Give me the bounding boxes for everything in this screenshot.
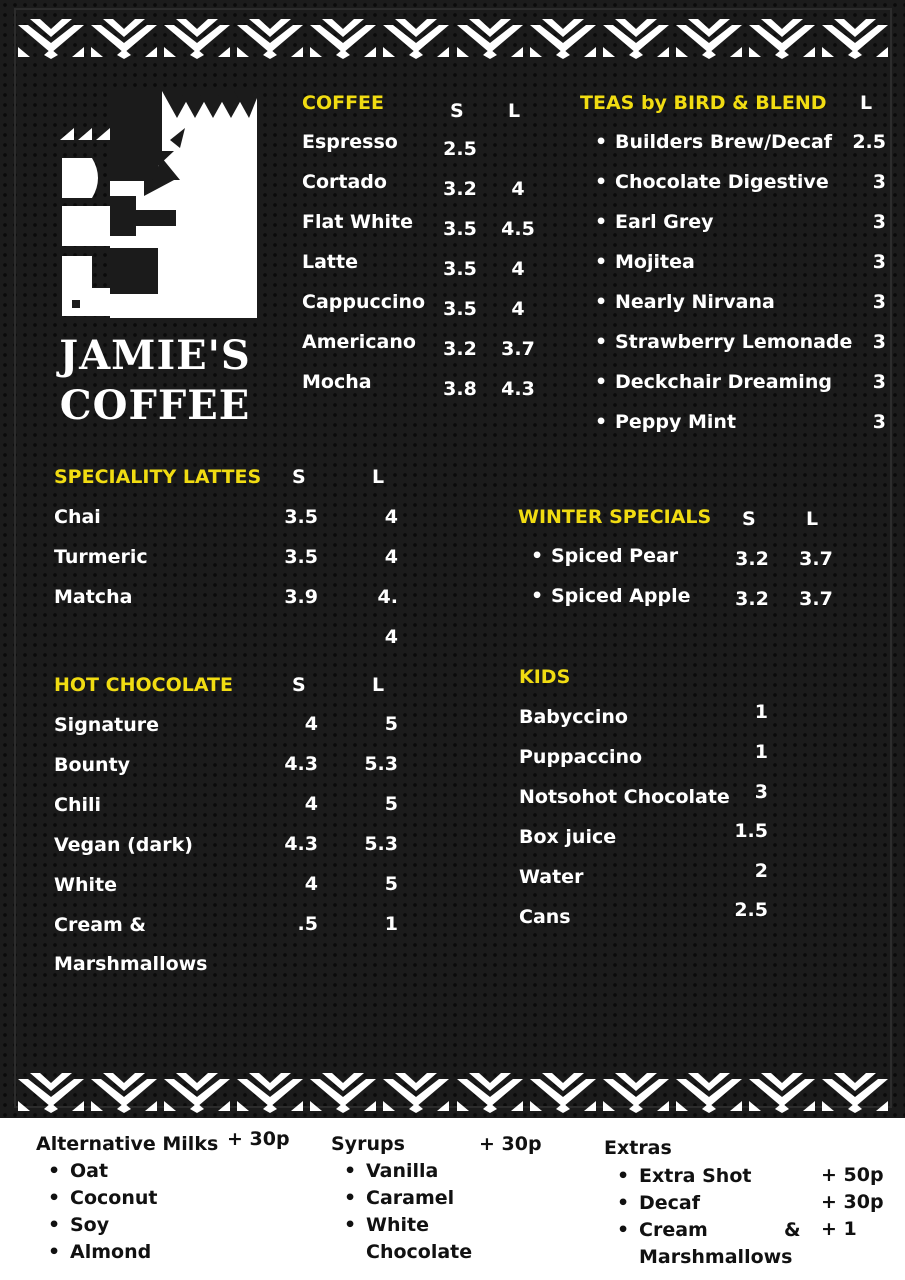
tribal-pattern-icon xyxy=(381,1071,451,1113)
top-pattern-band xyxy=(14,14,892,62)
brand-line-1: JAMIE'S xyxy=(59,332,251,379)
coffee-item-price-s: 3.8 xyxy=(443,378,477,400)
milk-option: • Coconut xyxy=(70,1187,157,1209)
tribal-pattern-icon xyxy=(747,17,817,59)
coffee-item-price-l: 4 xyxy=(511,178,525,200)
winter-item-name: • Spiced Apple xyxy=(551,585,690,607)
coffee-item-price-s: 3.5 xyxy=(443,258,477,280)
coffee-item-price-s: 3.5 xyxy=(443,218,477,240)
hotchoc-item-name: Chili xyxy=(54,794,102,816)
tea-item-name: • Deckchair Dreaming xyxy=(615,371,832,393)
tribal-pattern-icon xyxy=(381,17,451,59)
winter-size-s: S xyxy=(742,508,756,530)
syrup-option: • White xyxy=(366,1214,429,1236)
winter-size-l: L xyxy=(806,508,819,530)
hotchoc-heading: HOT CHOCOLATE xyxy=(54,674,233,696)
kids-item-name: Notsohot Chocolate xyxy=(519,786,730,808)
tribal-pattern-icon xyxy=(674,1071,744,1113)
extra-option-price: + 50p xyxy=(821,1164,884,1186)
tribal-pattern-icon xyxy=(308,17,378,59)
coffee-item-price-l: 3.7 xyxy=(501,338,535,360)
hotchoc-item-price-l: 5.3 xyxy=(364,833,398,855)
milk-option: • Oat xyxy=(70,1160,108,1182)
coffee-item-name: Espresso xyxy=(302,131,398,153)
kids-item-price: 1 xyxy=(754,701,768,723)
tea-item-price: 3 xyxy=(872,211,886,233)
hotchoc-item-price-l: 5.3 xyxy=(364,753,398,775)
extras-wrap: Marshmallows xyxy=(639,1246,793,1268)
tea-item-name: • Chocolate Digestive xyxy=(615,171,829,193)
coffee-item-price-s: 3.2 xyxy=(443,178,477,200)
coffee-item-name: Mocha xyxy=(302,371,372,393)
tea-item-name: • Strawberry Lemonade xyxy=(615,331,852,353)
kids-heading: KIDS xyxy=(519,666,571,688)
tribal-pattern-icon xyxy=(455,17,525,59)
kids-item-price: 2.5 xyxy=(734,899,768,921)
milks-price: + 30p xyxy=(227,1128,290,1150)
coffee-item-price-s: 3.2 xyxy=(443,338,477,360)
tea-item-price: 2.5 xyxy=(852,131,886,153)
extra-option-name: • Extra Shot xyxy=(639,1165,751,1187)
coffee-item-name: Flat White xyxy=(302,211,413,233)
hotchoc-item-price-l: 5 xyxy=(384,793,398,815)
kids-item-price: 2 xyxy=(754,860,768,882)
milk-option: • Almond xyxy=(70,1241,151,1263)
latte-item-price-s: 3.5 xyxy=(284,506,318,528)
latte-item-price-s: 3.5 xyxy=(284,546,318,568)
tribal-pattern-icon xyxy=(820,1071,890,1113)
teas-size-l: L xyxy=(860,92,873,114)
winter-item-price-s: 3.2 xyxy=(735,588,769,610)
tribal-pattern-icon xyxy=(528,17,598,59)
tea-item-price: 3 xyxy=(872,171,886,193)
coffee-item-name: Americano xyxy=(302,331,416,353)
syrup-option: Chocolate xyxy=(366,1241,473,1263)
kids-item-name: Babyccino xyxy=(519,706,628,728)
bottom-pattern-band xyxy=(14,1068,892,1116)
latte-item-name: Matcha xyxy=(54,586,133,608)
hotchoc-size-s: S xyxy=(292,674,306,696)
hotchoc-item-name: Vegan (dark) xyxy=(54,834,193,856)
tribal-pattern-icon xyxy=(235,17,305,59)
hotchoc-item-price-s: 4 xyxy=(304,873,318,895)
face-logo-icon xyxy=(52,88,262,328)
tribal-pattern-icon xyxy=(89,1071,159,1113)
kids-item-price: 1.5 xyxy=(734,820,768,842)
coffee-item-name: Cappuccino xyxy=(302,291,426,313)
tea-item-price: 3 xyxy=(872,331,886,353)
syrups-price: + 30p xyxy=(479,1133,542,1155)
winter-item-price-l: 3.7 xyxy=(799,548,833,570)
tribal-pattern-icon xyxy=(820,17,890,59)
hotchoc-item-price-s: 4 xyxy=(304,713,318,735)
kids-item-name: Box juice xyxy=(519,826,617,848)
syrups-title: Syrups xyxy=(331,1133,405,1155)
kids-item-name: Cans xyxy=(519,906,571,928)
tea-item-name: • Earl Grey xyxy=(615,211,714,233)
syrup-option: • Vanilla xyxy=(366,1160,438,1182)
lattes-heading: SPECIALITY LATTES xyxy=(54,466,262,488)
extras-title: Extras xyxy=(604,1137,672,1159)
hotchoc-item-price-l: 5 xyxy=(384,713,398,735)
extra-option-price: + 30p xyxy=(821,1191,884,1213)
latte-item-name: Turmeric xyxy=(54,546,148,568)
tribal-pattern-icon xyxy=(16,1071,86,1113)
syrup-option: • Caramel xyxy=(366,1187,454,1209)
winter-heading: WINTER SPECIALS xyxy=(518,506,712,528)
kids-item-name: Puppaccino xyxy=(519,746,643,768)
tribal-pattern-icon xyxy=(162,1071,232,1113)
winter-item-price-s: 3.2 xyxy=(735,548,769,570)
coffee-item-price-l: 4.5 xyxy=(501,218,535,240)
milk-option: • Soy xyxy=(70,1214,109,1236)
extra-option-name: • Decaf xyxy=(639,1192,700,1214)
hotchoc-item-price-l: 1 xyxy=(384,913,398,935)
latte-item-price-l: 4. xyxy=(377,586,398,608)
tribal-pattern-icon xyxy=(674,17,744,59)
tribal-pattern-icon xyxy=(235,1071,305,1113)
hotchoc-size-l: L xyxy=(372,674,385,696)
tribal-pattern-icon xyxy=(89,17,159,59)
tribal-pattern-icon xyxy=(308,1071,378,1113)
tribal-pattern-icon xyxy=(528,1071,598,1113)
hotchoc-item-name: Bounty xyxy=(54,754,131,776)
tea-item-name: • Peppy Mint xyxy=(615,411,736,433)
coffee-item-name: Latte xyxy=(302,251,358,273)
winter-item-name: • Spiced Pear xyxy=(551,545,678,567)
extra-option-amp: & xyxy=(784,1219,801,1241)
coffee-item-price-l: 4 xyxy=(511,258,525,280)
kids-item-price: 1 xyxy=(754,741,768,763)
lattes-size-l: L xyxy=(372,466,385,488)
hotchoc-item-name: White xyxy=(54,874,117,896)
hotchoc-item-price-l: 5 xyxy=(384,873,398,895)
kids-item-price: 3 xyxy=(754,781,768,803)
kids-item-name: Water xyxy=(519,866,584,888)
hotchoc-item-name: Cream & xyxy=(54,914,147,936)
tribal-pattern-icon xyxy=(455,1071,525,1113)
hotchoc-wrap: Marshmallows xyxy=(54,953,208,975)
coffee-item-name: Cortado xyxy=(302,171,387,193)
tribal-pattern-icon xyxy=(601,17,671,59)
coffee-heading: COFFEE xyxy=(302,92,385,114)
tea-item-name: • Nearly Nirvana xyxy=(615,291,775,313)
extra-option-name: • Cream xyxy=(639,1219,708,1241)
extra-option-price: + 1 xyxy=(821,1218,857,1240)
brand-line-2: COFFEE xyxy=(59,382,251,429)
tea-item-name: • Builders Brew/Decaf xyxy=(615,131,832,153)
tea-item-name: • Mojitea xyxy=(615,251,695,273)
tea-item-price: 3 xyxy=(872,251,886,273)
hotchoc-item-price-s: .5 xyxy=(297,913,318,935)
lattes-size-s: S xyxy=(292,466,306,488)
hotchoc-item-price-s: 4.3 xyxy=(284,753,318,775)
coffee-item-price-s: 3.5 xyxy=(443,298,477,320)
tribal-pattern-icon xyxy=(601,1071,671,1113)
tribal-pattern-icon xyxy=(16,17,86,59)
tribal-pattern-icon xyxy=(747,1071,817,1113)
latte-item-price-s: 3.9 xyxy=(284,586,318,608)
latte-item-price-l: 4 xyxy=(384,546,398,568)
coffee-size-s: S xyxy=(450,100,464,122)
coffee-item-price-l: 4 xyxy=(511,298,525,320)
latte-item-price-l: 4 xyxy=(384,506,398,528)
winter-item-price-l: 3.7 xyxy=(799,588,833,610)
coffee-item-price-s: 2.5 xyxy=(443,138,477,160)
hotchoc-item-name: Signature xyxy=(54,714,160,736)
latte-item-name: Chai xyxy=(54,506,101,528)
matcha-price-wrap: 4 xyxy=(384,626,398,648)
tea-item-price: 3 xyxy=(872,371,886,393)
hotchoc-item-price-s: 4 xyxy=(304,793,318,815)
hotchoc-item-price-s: 4.3 xyxy=(284,833,318,855)
tribal-pattern-icon xyxy=(162,17,232,59)
coffee-item-price-l: 4.3 xyxy=(501,378,535,400)
tea-item-price: 3 xyxy=(872,411,886,433)
milks-title: Alternative Milks xyxy=(36,1133,219,1155)
teas-heading: TEAS by BIRD & BLEND xyxy=(580,92,827,114)
tea-item-price: 3 xyxy=(872,291,886,313)
coffee-size-l: L xyxy=(508,100,521,122)
